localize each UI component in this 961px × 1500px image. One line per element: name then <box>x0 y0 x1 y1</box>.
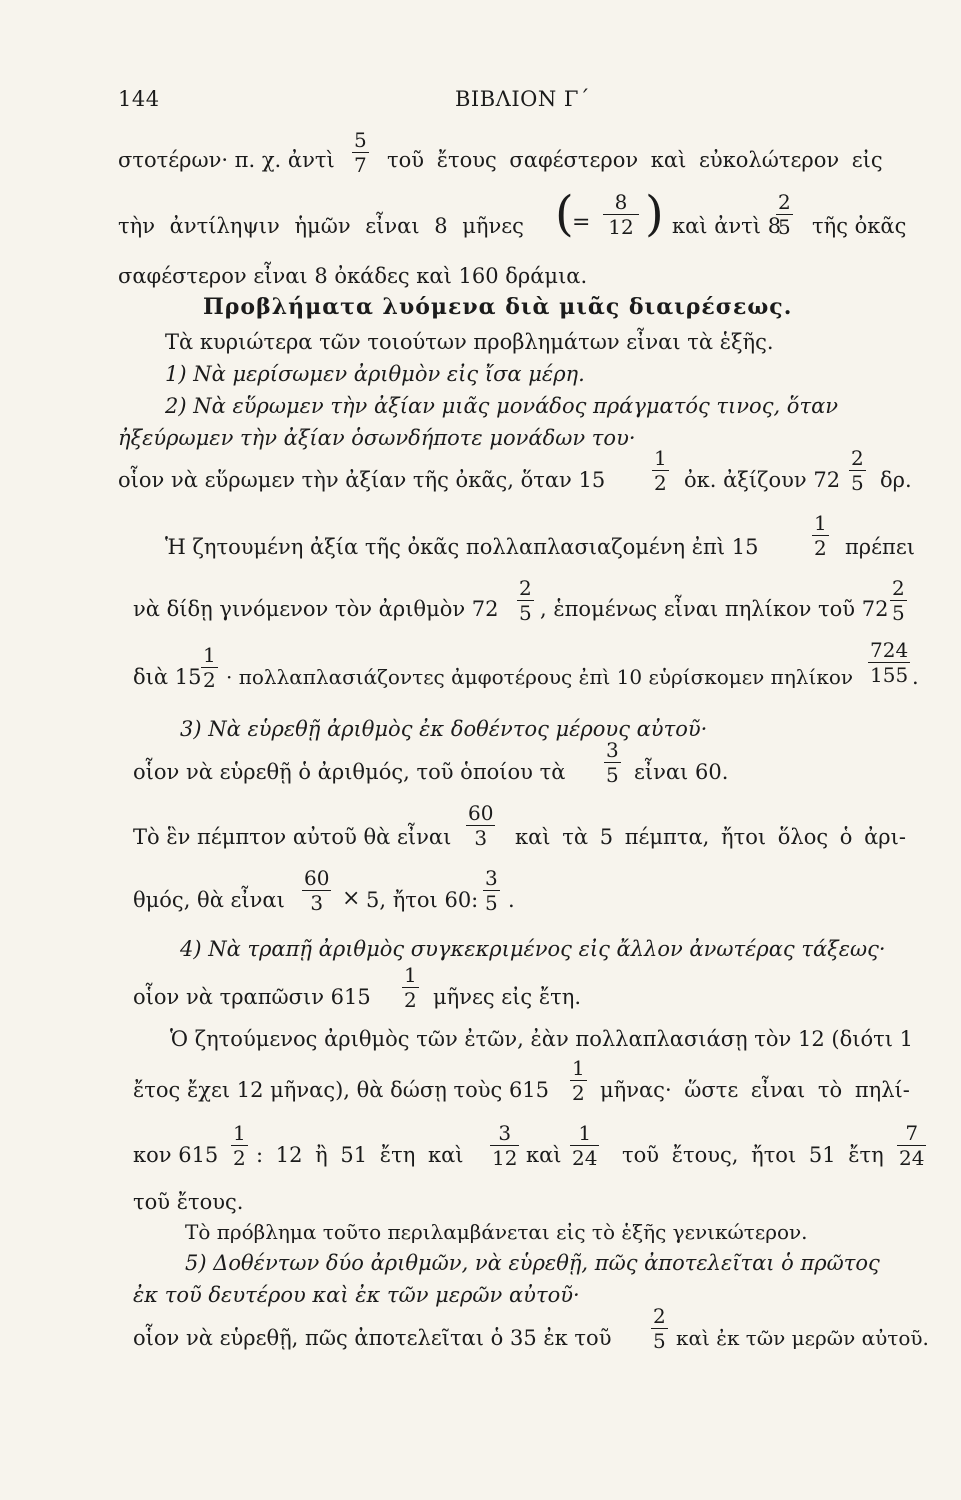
text-line: : 12 ἢ 51 ἔτη καὶ <box>256 1143 464 1167</box>
problem-statement: ἐκ τοῦ δευτέρου καὶ ἐκ τῶν μερῶν αὐτοῦ· <box>133 1283 580 1307</box>
text-line: καὶ τὰ 5 πέμπτα, ἤτοι ὅλος ὁ ἀρι- <box>515 825 906 849</box>
text-line: · πολλαπλασιάζοντες ἀμφοτέρους ἐπὶ 10 εὑρίσκομεν πηλίκον <box>226 665 854 689</box>
page-number: 144 <box>118 87 160 111</box>
text-line: ὀκ. ἀξίζουν 72 <box>684 468 841 492</box>
problem-statement: 2) Νὰ εὕρωμεν τὴν ἀξίαν μιᾶς μονάδος πράγματός τινος, ὅταν <box>165 394 839 418</box>
text-line: καὶ ἀντὶ 8 <box>672 214 782 238</box>
text-line: τοῦ ἔτους, ἤτοι 51 ἔτη <box>622 1143 884 1167</box>
text-line: Τὰ κυριώτερα τῶν τοιούτων προβλημάτων εἶναι τὰ ἑξῆς. <box>165 330 774 354</box>
problem-statement: ἠξεύρωμεν τὴν ἀξίαν ὁσωνδήποτε μονάδων του· <box>118 426 636 450</box>
fraction: 7 24 <box>899 1121 925 1170</box>
text-line: καὶ <box>526 1143 562 1167</box>
problem-statement: 5) Δοθέντων δύο ἀριθμῶν, νὰ εὑρεθῇ, πῶς ἀποτελεῖται ὁ πρῶτος <box>185 1251 880 1275</box>
paren-open: ( <box>555 186 574 242</box>
text-line: κον 615 <box>133 1143 219 1167</box>
text-line: , ἑπομένως εἶναι πηλίκον τοῦ 72 <box>540 597 889 621</box>
equals-sign: = <box>572 210 591 235</box>
text-line: μῆνες εἰς ἔτη. <box>433 985 582 1009</box>
section-heading: Προβλήματα λυόμενα διὰ μιᾶς διαιρέσεως. <box>203 294 793 320</box>
fraction: 60 3 <box>468 801 494 850</box>
fraction: 2 5 <box>653 1304 666 1353</box>
text-line: τοῦ ἔτους. <box>133 1190 244 1214</box>
text-line: 5, ἤτοι 60: <box>366 888 479 912</box>
problem-statement: 3) Νὰ εὑρεθῇ ἀριθμὸς ἐκ δοθέντος μέρους αὐτοῦ· <box>180 717 708 741</box>
fraction: 1 2 <box>203 643 216 692</box>
times-sign: × <box>342 886 361 911</box>
text-line: τὴν ἀντίληψιν ἡμῶν εἶναι 8 μῆνες <box>118 214 524 238</box>
fraction: 2 5 <box>778 190 791 239</box>
fraction: 1 2 <box>814 511 827 560</box>
fraction: 1 2 <box>233 1121 246 1170</box>
fraction: 1 2 <box>654 446 667 495</box>
text-line: καὶ ἐκ τῶν μερῶν αὐτοῦ. <box>676 1326 929 1350</box>
paren-close: ) <box>645 186 664 242</box>
fraction: 8 12 <box>603 192 639 237</box>
fraction: 1 2 <box>404 963 417 1012</box>
text-line: οἷον νὰ εὕρωμεν τὴν ἀξίαν τῆς ὀκᾶς, ὅταν 15 <box>118 468 606 492</box>
text-line: μῆνας· ὥστε εἶναι τὸ πηλί- <box>600 1078 910 1102</box>
fraction: 5 7 <box>354 128 367 177</box>
text-line: στοτέρων· π. χ. ἀντὶ <box>118 148 335 172</box>
text-line: . <box>508 888 515 912</box>
text-line: Ἡ ζητουμένη ἀξία τῆς ὀκᾶς πολλαπλασιαζομένη ἐπὶ 15 <box>165 535 759 559</box>
text-line: Τὸ πρόβλημα τοῦτο περιλαμβάνεται εἰς τὸ ἑξῆς γενικώτερον. <box>185 1220 808 1244</box>
text-line: οἷον νὰ εὑρεθῇ, πῶς ἀποτελεῖται ὁ 35 ἐκ τοῦ <box>133 1326 612 1350</box>
text-line: θμός, θὰ εἶναι <box>133 888 285 912</box>
fraction: 3 5 <box>606 738 619 787</box>
text-line: τοῦ ἔτους σαφέστερον καὶ εὐκολώτερον εἰς <box>387 148 883 172</box>
text-line: οἷον νὰ τραπῶσιν 615 <box>133 985 371 1009</box>
running-title: ΒΙΒΛΙΟΝ Γ΄ <box>455 87 590 111</box>
text-line: σαφέστερον εἶναι 8 ὀκάδες καὶ 160 δράμια. <box>118 264 588 288</box>
fraction: 3 5 <box>485 866 498 915</box>
text-line: νὰ δίδῃ γινόμενον τὸν ἀριθμὸν 72 <box>133 597 499 621</box>
fraction: 1 24 <box>572 1121 598 1170</box>
text-line: διὰ 15 <box>133 665 202 689</box>
fraction: 2 5 <box>519 576 532 625</box>
text-line: Τὸ ἓν πέμπτον αὐτοῦ θὰ εἶναι <box>133 825 452 849</box>
problem-statement: 4) Νὰ τραπῇ ἀριθμὸς συγκεκριμένος εἰς ἄλλον ἀνωτέρας τάξεως· <box>180 937 886 961</box>
text-line: πρέπει <box>845 535 915 559</box>
text-line: οἷον νὰ εὑρεθῇ ὁ ἀριθμός, τοῦ ὁποίου τὰ <box>133 760 566 784</box>
text-line: εἶναι 60. <box>634 760 729 784</box>
text-line: δρ. <box>880 468 912 492</box>
text-line: τῆς ὀκᾶς <box>812 214 907 238</box>
problem-statement: 1) Νὰ μερίσωμεν ἀριθμὸν εἰς ἴσα μέρη. <box>165 362 585 386</box>
fraction: 2 5 <box>892 576 905 625</box>
fraction: 2 5 <box>851 446 864 495</box>
text-line: . <box>912 665 919 689</box>
fraction: 60 3 <box>304 866 330 915</box>
fraction: 1 2 <box>572 1056 585 1105</box>
fraction: 724 155 <box>870 638 909 687</box>
text-line: ἔτος ἔχει 12 μῆνας), θὰ δώσῃ τοὺς 615 <box>133 1078 550 1102</box>
text-line: Ὁ ζητούμενος ἀριθμὸς τῶν ἐτῶν, ἐὰν πολλαπλασιάσῃ τὸν 12 (διότι 1 <box>170 1027 913 1051</box>
fraction: 3 12 <box>492 1121 518 1170</box>
